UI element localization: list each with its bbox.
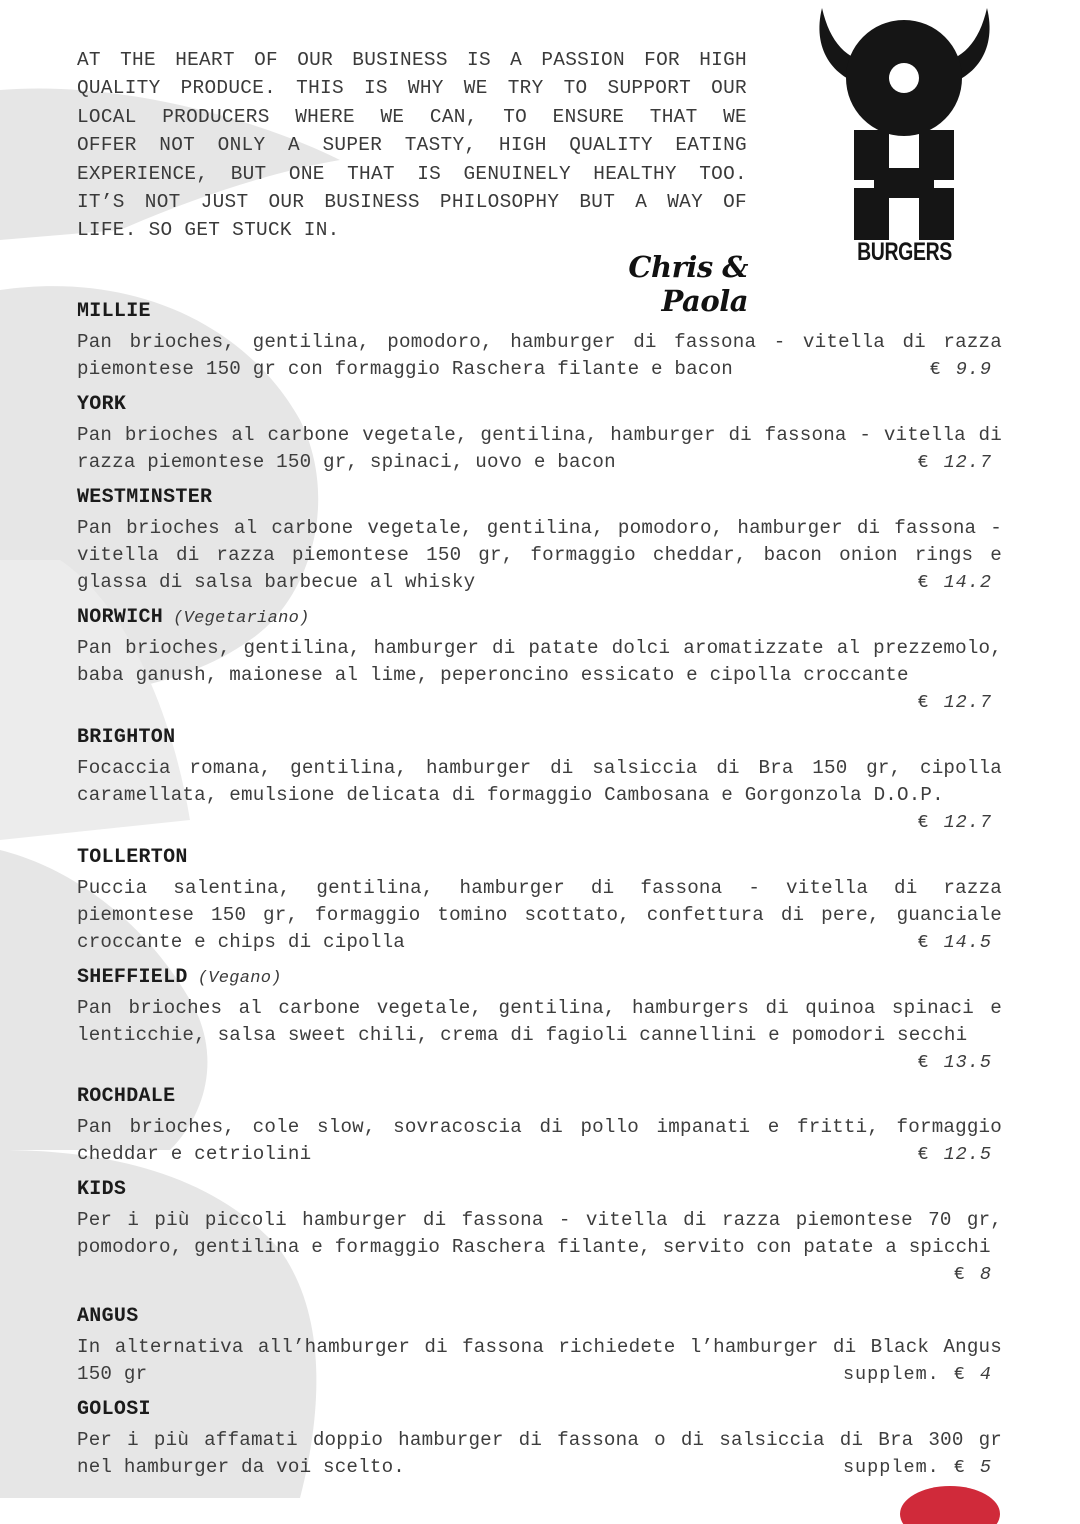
item-price [903,569,992,596]
item-description-text: In alternativa all’hamburger di fassona richiedete l’hamburger di Black Angus 150 gr [77,1336,1002,1386]
currency-symbol: € [953,1264,966,1286]
item-price [916,356,992,383]
item-description [77,755,1002,834]
item-description [77,1114,1002,1168]
item-description [77,515,1002,597]
menu-item [77,725,1002,837]
item-price [843,1361,992,1388]
item-title [77,1397,1002,1424]
currency-symbol: € [917,452,930,474]
item-name: TOLLERTON [77,846,188,869]
intro-line: LIFE. SO GET STUCK IN. [77,219,340,242]
item-description [77,1334,1002,1388]
item-name: YORK [77,393,127,416]
item-price [903,689,992,716]
item-description-text: Pan brioches, cole slow, sovracoscia di pollo impanati e fritti, formaggio cheddar e cetriolini [77,1116,1002,1166]
item-name: BRIGHTON [77,726,176,749]
item-title [77,845,1002,872]
item-description-text: Pan brioches al carbone vegetale, gentilina, hamburger di fassona - vitella di razza piemontese 150 gr, spinaci, uovo e bacon [77,424,1002,474]
item-description [77,1427,1002,1481]
item-price [903,809,992,836]
menu-item [77,1177,1002,1289]
item-description-text: Per i più affamati doppio hamburger di fassona o di salsiccia di Bra 300 gr nel hamburger da voi scelto. [77,1429,1002,1479]
item-price [903,1141,992,1168]
price-value: 12.7 [943,812,992,834]
item-title [77,965,1002,992]
item-title [77,1084,1002,1111]
item-description-text: Per i più piccoli hamburger di fassona - vitella di razza piemontese 70 gr, pomodoro, gentilina e formaggio Raschera filante, servito con patate a spicchi [77,1209,1002,1259]
item-description-text: Puccia salentina, gentilina, hamburger di fassona - vitella di razza piemontese 150 gr, formaggio tomino scottato, confettura di pere, guanciale croccante e chips di cipolla [77,877,1002,954]
price-prefix: supplem. [842,1364,940,1386]
menu-item [77,485,1002,597]
intro-paragraph [77,46,747,245]
currency-symbol: € [953,1457,966,1479]
signature: Chris & Paola [628,250,748,318]
item-price [903,929,992,956]
logo-text: BURGERS [857,238,952,266]
item-price [940,1261,992,1288]
menu-item [77,392,1002,476]
item-note: (Vegano) [197,969,282,988]
intro-line: OFFER NOT ONLY A SUPER TASTY, HIGH QUALITY EATING [77,134,747,157]
currency-symbol: € [917,1144,930,1166]
price-value: 12.7 [943,692,992,714]
menu-item [77,299,1002,383]
price-value: 12.7 [943,452,992,474]
menu-item [77,1084,1002,1168]
intro-line: AT THE HEART OF OUR BUSINESS IS A PASSION FOR HIGH [77,49,747,71]
menu-item [77,1304,1002,1388]
price-value: 13.5 [943,1052,992,1074]
currency-symbol: € [917,812,930,834]
item-name: GOLOSI [77,1398,151,1421]
item-description [77,329,1002,383]
item-description [77,1207,1002,1286]
item-description-text: Pan brioches, gentilina, pomodoro, hamburger di fassona - vitella di razza piemontese 150 gr con formaggio Raschera filante e bacon [77,331,1002,381]
item-description [77,995,1002,1074]
item-description-text: Pan brioches al carbone vegetale, gentilina, hamburgers di quinoa spinaci e lenticchie, salsa sweet chili, crema di fagioli cannellini e pomodori secchi [77,997,1002,1047]
item-title [77,299,1002,326]
item-description-text: Pan brioches al carbone vegetale, gentilina, pomodoro, hamburger di fassona - vitella di razza piemontese 150 gr, formaggio cheddar, bacon onion rings e glassa di salsa barbecue al whisky [77,517,1002,594]
item-title [77,605,1002,632]
price-value: 4 [979,1364,992,1386]
intro-line: IT’S NOT JUST OUR BUSINESS PHILOSOPHY BUT A WAY OF [77,191,747,214]
item-description-text: Pan brioches, gentilina, hamburger di patate dolci aromatizzate al prezzemolo, baba ganush, maionese al lime, peperoncino essicato e cipolla croccante [77,637,1002,687]
intro-line: QUALITY PRODUCE. THIS IS WHY WE TRY TO SUPPORT OUR [77,77,747,100]
item-title [77,485,1002,512]
price-value: 9.9 [955,359,992,381]
item-note: (Vegetariano) [173,609,310,628]
item-name: WESTMINSTER [77,486,213,509]
price-prefix: supplem. [842,1457,940,1479]
item-name: SHEFFIELD [77,966,188,989]
item-title [77,1304,1002,1331]
item-description-text: Focaccia romana, gentilina, hamburger di salsiccia di Bra 150 gr, cipolla caramellata, emulsione delicata di formaggio Cambosana e Gorgonzola D.O.P. [77,757,1002,807]
menu-item [77,605,1002,717]
item-name: ROCHDALE [77,1085,176,1108]
red-corner-decoration [900,1484,1000,1524]
currency-symbol: € [929,359,942,381]
item-title [77,392,1002,419]
price-value: 5 [979,1457,992,1479]
price-value: 14.5 [943,932,992,954]
item-price [903,449,992,476]
currency-symbol: € [917,932,930,954]
item-name: KIDS [77,1178,127,1201]
price-value: 12.5 [943,1144,992,1166]
item-name: ANGUS [77,1305,139,1328]
currency-symbol: € [917,1052,930,1074]
menu-item [77,1397,1002,1481]
menu-item [77,845,1002,957]
item-title [77,1177,1002,1204]
ox-burgers-logo [812,8,997,270]
price-value: 14.2 [943,572,992,594]
item-name: NORWICH [77,606,164,629]
menu-item [77,965,1002,1077]
item-description [77,875,1002,957]
currency-symbol: € [953,1364,966,1386]
intro-line: EXPERIENCE, BUT ONE THAT IS GENUINELY HEALTHY TOO. [77,162,747,185]
intro-line: LOCAL PRODUCERS WHERE WE CAN, TO ENSURE THAT WE [77,105,747,128]
currency-symbol: € [917,572,930,594]
price-value: 8 [979,1264,992,1286]
item-name: MILLIE [77,300,151,323]
item-description [77,422,1002,476]
item-description [77,635,1002,714]
item-price [903,1049,992,1076]
item-price [843,1454,992,1481]
currency-symbol: € [917,692,930,714]
item-title [77,725,1002,752]
